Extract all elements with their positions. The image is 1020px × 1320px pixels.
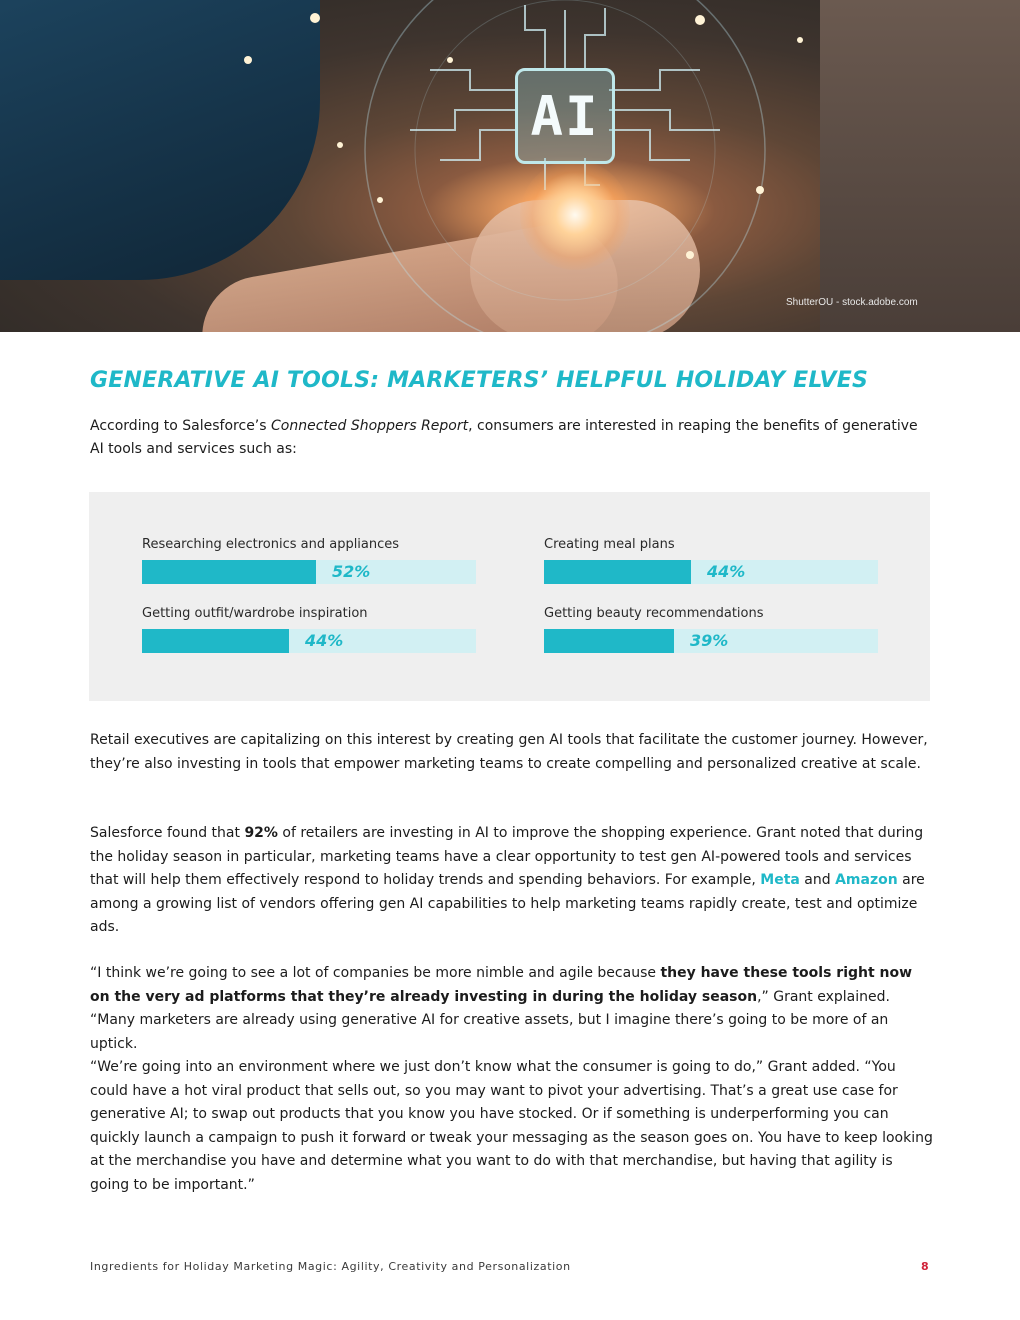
quote-highlight: they have these tools right now on the very ad platforms that they’re already investing in during the holiday season [90,965,913,1005]
section-title: GENERATIVE AI TOOLS: MARKETERS’ HELPFUL HOLIDAY ELVES [90,368,869,393]
hero-circuit-globe [0,0,1020,332]
stat-label: Researching electronics and appliances [142,537,400,552]
stat-item [544,537,878,584]
stat-bar-track [142,629,476,653]
amazon-link[interactable]: Amazon [835,872,898,888]
hero-image [0,0,1020,332]
stat-percentage: 44% [305,631,344,650]
photo-credit: ShutterOU - stock.adobe.com [786,297,918,308]
meta-link[interactable]: Meta [760,872,800,888]
stat-item [142,537,476,584]
stats-panel [89,492,930,701]
report-title: Connected Shoppers Report [271,418,469,434]
stat-bar-fill [142,560,316,584]
stat-highlight: 92% [244,825,278,841]
stat-bar-track [544,560,878,584]
stat-label: Getting beauty recommendations [544,606,764,621]
stat-label: Getting outfit/wardrobe inspiration [142,606,368,621]
stat-bar-track [544,629,878,653]
stat-label: Creating meal plans [544,537,675,552]
body-paragraph: “We’re going into an environment where we just don’t know what the consumer is going to do,” Grant added. “You could have a hot viral product that sells out, so you may want to pivot your advertising. That’s a great use case for generative AI; to swap out products that you know you have stocked. Or if something is underperforming you can quickly launch a campaign to push it forward or tweak your messaging as the season goes on. You have to keep looking at the merchandise you have and determine what you want to do with that merchandise, but having that agility is going to be important.” [90,1059,933,1193]
stat-bar-fill [544,629,674,653]
stat-percentage: 52% [332,562,371,581]
stat-percentage: 39% [690,631,729,650]
intro-paragraph: According to Salesforce’s Connected Shoppers Report, consumers are interested in reaping the benefits of generative AI tools and services such as: [90,418,918,457]
ai-chip-icon: AI [515,68,615,164]
hero-light-glow [520,160,630,270]
stat-bar-track [142,560,476,584]
page-number: 8 [921,1260,929,1273]
stat-percentage: 44% [707,562,746,581]
stat-bar-fill [544,560,691,584]
stat-item [142,606,476,653]
body-paragraph: “I think we’re going to see a lot of companies be more nimble and agile because they have these tools right now on the very ad platforms that they’re already investing in during the holiday season,” Grant explained. “Many marketers are already using generative AI for creative assets, but I imagine there’s going to be more of an uptick. [90,965,913,1052]
stat-item [544,606,878,653]
stat-bar-fill [142,629,289,653]
body-paragraph: Salesforce found that 92% of retailers are investing in AI to improve the shopping experience. Grant noted that during the holiday season in particular, marketing teams have a clear opportunity to test gen AI-powered tools and services that will help them effectively respond to holiday trends and spending behaviors. For example, Meta and Amazon are among a growing list of vendors offering gen AI capabilities to help marketing teams rapidly create, test and optimize ads. [90,825,925,935]
body-paragraph: Retail executives are capitalizing on this interest by creating gen AI tools that facilitate the customer journey. However, they’re also investing in tools that empower marketing teams to create compelling and personalized creative at scale. [90,732,928,772]
footer-text: Ingredients for Holiday Marketing Magic: Agility, Creativity and Personalization [90,1260,571,1273]
